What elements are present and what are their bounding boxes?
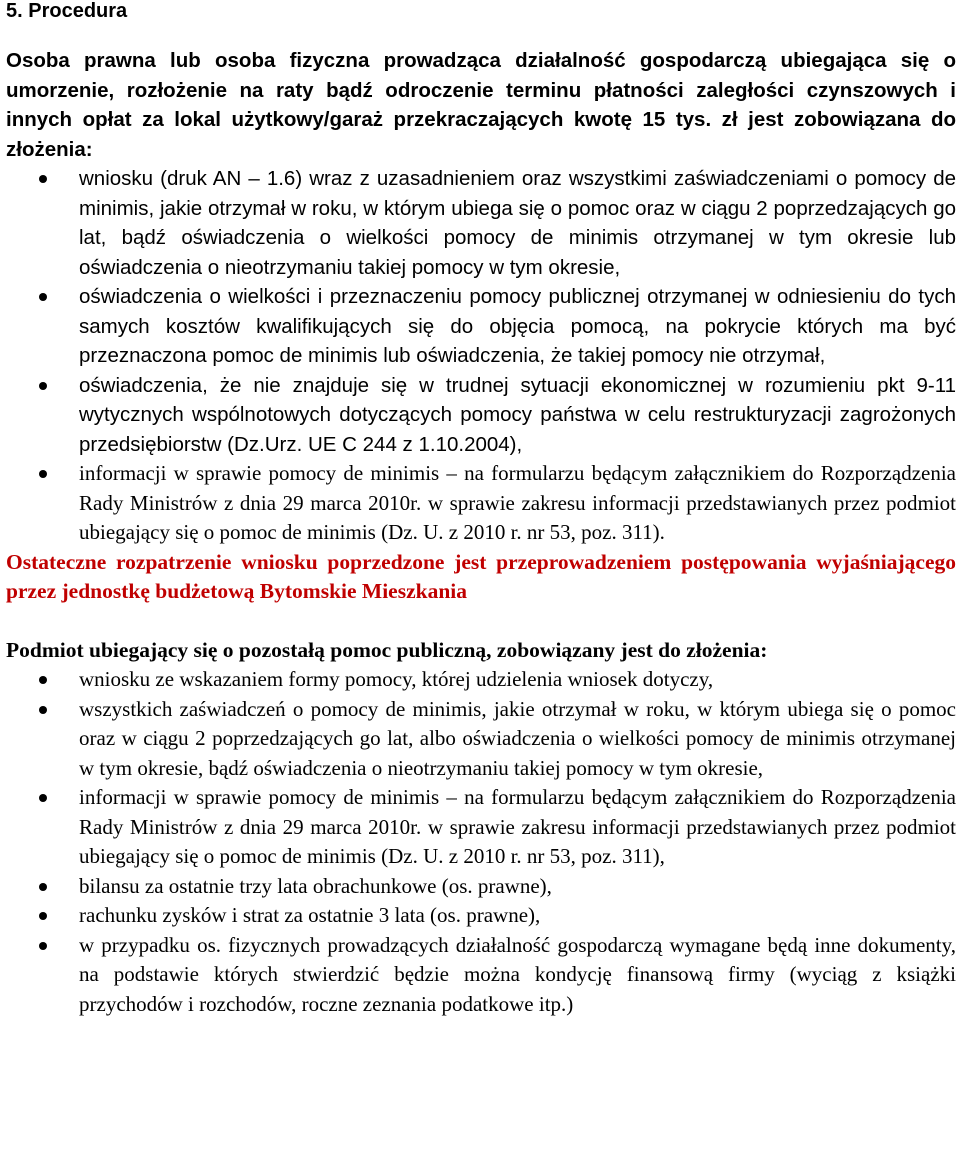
list-item	[6, 901, 956, 931]
required-documents-list	[6, 164, 956, 459]
bullet-icon	[39, 470, 47, 478]
list-item-text: oświadczenia o wielkości i przeznaczeniu pomocy publicznej otrzymanej w odniesieniu do tych samych kosztów kwalifikujących się do objęcia pomocą, na pokrycie których ma być przeznaczona pomoc de minimis lub oświadczenia, że takiej pomocy nie otrzymał,	[79, 285, 956, 367]
bullet-icon	[39, 293, 47, 301]
other-aid-heading: Podmiot ubiegający się o pozostałą pomoc publiczną, zobowiązany jest do złożenia:	[6, 637, 768, 662]
list-item	[6, 459, 956, 548]
list-item-text: w przypadku os. fizycznych prowadzących działalność gospodarczą wymagane będą inne dokumenty, na podstawie których stwierdzić będzie można kondycję finansową firmy (wyciąg z książki przychodów i rozchodów, roczne zeznania podatkowe itp.)	[79, 932, 956, 1016]
bullet-icon	[39, 382, 47, 390]
list-item-text: bilansu za ostatnie trzy lata obrachunkowe (os. prawne),	[79, 873, 552, 898]
list-item-text: wszystkich zaświadczeń o pomocy de minimis, jakie otrzymał w roku, w którym ubiega się o pomoc oraz w ciągu 2 poprzedzających go lat, albo oświadczenia o wielkości pomocy de minimis otrzymanej w tym okresie, bądź oświadczenia o nieotrzymaniu takiej pomocy w tym okresie,	[79, 696, 956, 780]
list-item-text: wniosku (druk AN – 1.6) wraz z uzasadnieniem oraz wszystkimi zaświadczeniami o pomocy de minimis, jakie otrzymał w roku, w którym ubiega się o pomoc oraz w ciągu 2 poprzedzających go lat, bądź oświadczenia o wielkości pomocy de minimis otrzymanej w tym okresie lub oświadczenia o nieotrzymaniu takiej pomocy w tym okresie,	[79, 167, 956, 279]
list-item	[6, 931, 956, 1020]
notice-paragraph: Ostateczne rozpatrzenie wniosku poprzedzone jest przeprowadzeniem postępowania wyjaśniającego przez jednostkę budżetową Bytomskie Mieszkania	[6, 549, 956, 603]
bullet-icon	[39, 942, 47, 950]
list-item	[6, 665, 956, 695]
list-item	[6, 695, 956, 784]
bullet-icon	[39, 676, 47, 684]
list-item	[6, 872, 956, 902]
list-item	[6, 164, 956, 282]
list-item-text: rachunku zysków i strat za ostatnie 3 lata (os. prawne),	[79, 903, 541, 927]
list-item-text: wniosku ze wskazaniem formy pomocy, której udzielenia wniosek dotyczy,	[79, 667, 714, 691]
bullet-icon	[39, 794, 47, 802]
list-item	[6, 783, 956, 872]
list-item-text: oświadczenia, że nie znajduje się w trudnej sytuacji ekonomicznej w rozumieniu pkt 9-11 wytycznych wspólnotowych dotyczących pomocy państwa w celu restrukturyzacji zagrożonych przedsiębiorstw (Dz.Urz. UE C 244 z 1.10.2004),	[79, 373, 956, 456]
document-page	[6, 0, 956, 1019]
list-item	[6, 282, 956, 371]
bullet-icon	[39, 175, 47, 183]
bullet-icon	[39, 912, 47, 920]
required-documents-list-continued	[6, 459, 956, 548]
other-aid-list	[6, 665, 956, 1019]
list-item	[6, 371, 956, 460]
intro-paragraph: Osoba prawna lub osoba fizyczna prowadząca działalność gospodarczą ubiegająca się o umorzenie, rozłożenie na raty bądź odroczenie terminu płatności zaległości czynszowych i innych opłat za lokal użytkowy/garaż przekraczających kwotę 15 tys. zł jest zobowiązana do złożenia:	[6, 49, 956, 161]
list-item-text: informacji w sprawie pomocy de minimis – na formularzu będącym załącznikiem do Rozporządzenia Rady Ministrów z dnia 29 marca 2010r. w sprawie zakresu informacji przedstawianych przez podmiot ubiegający się o pomoc de minimis (Dz. U. z 2010 r. nr 53, poz. 311).	[79, 461, 956, 544]
bullet-icon	[39, 883, 47, 891]
bullet-icon	[39, 706, 47, 714]
section-title: 5. Procedura	[6, 0, 128, 22]
list-item-text: informacji w sprawie pomocy de minimis – na formularzu będącym załącznikiem do Rozporządzenia Rady Ministrów z dnia 29 marca 2010r. w sprawie zakresu informacji przedstawianych przez podmiot ubiegający się o pomoc de minimis (Dz. U. z 2010 r. nr 53, poz. 311),	[79, 785, 956, 868]
